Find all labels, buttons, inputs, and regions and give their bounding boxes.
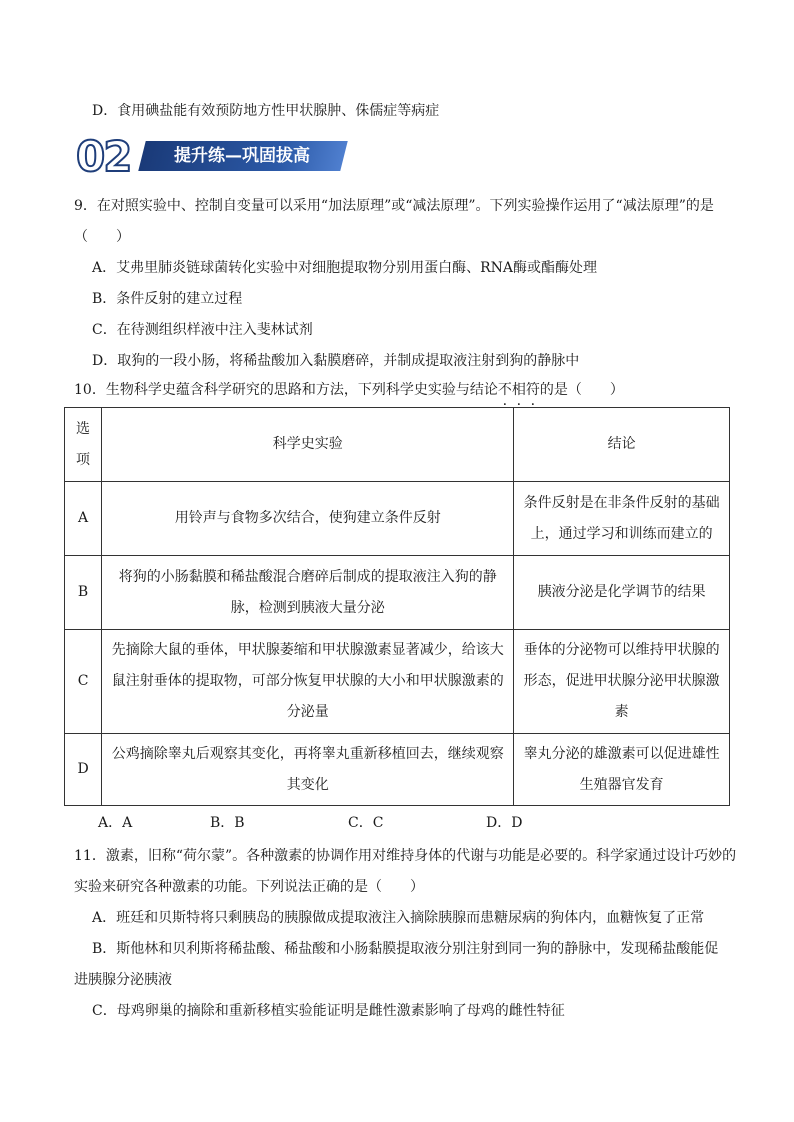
row-b-option: B xyxy=(65,556,102,630)
row-d-conclusion-line1: 睾丸分泌的雄激素可以促进雄性 xyxy=(523,745,720,762)
q10-answer-c: C．C xyxy=(348,815,384,831)
banner-number: 02 xyxy=(76,132,131,181)
row-b-experiment-line1: 将狗的小肠黏膜和稀盐酸混合磨碎后制成的提取液注入狗的静 xyxy=(118,568,497,585)
q11-option-c: C．母鸡卵巢的摘除和重新移植实验能证明是雌性激素影响了母鸡的雌性特征 xyxy=(92,1003,565,1019)
row-c-experiment xyxy=(102,630,514,734)
row-c-conclusion-line1: 垂体的分泌物可以维持甲状腺的 xyxy=(523,642,720,658)
header-option-line2: 项 xyxy=(76,451,91,468)
q9-stem-line1: 9．在对照实验中、控制自变量可以采用“加法原理”或“减法原理”。下列实验操作运用了“减法原理”的是 xyxy=(74,198,714,214)
row-d-experiment-line2: 其变化 xyxy=(286,776,329,793)
table-row xyxy=(65,556,730,630)
q10-stem-pre: 10．生物科学史蕴含科学研究的思路和方法，下列科学史实验与结论 xyxy=(74,382,498,398)
row-b-experiment-line2: 脉，检测到胰液大量分泌 xyxy=(230,599,385,616)
q10-stem-emph-1: 不 xyxy=(497,382,512,398)
row-c-conclusion xyxy=(514,630,730,734)
q11-option-b-line1: B．斯他林和贝利斯将稀盐酸、稀盐酸和小肠黏膜提取液分别注射到同一狗的静脉中，发现稀盐酸能促 xyxy=(92,941,719,957)
row-b-conclusion-line1: 胰液分泌是化学调节的结果 xyxy=(537,584,706,600)
q10-answer-a: A．A xyxy=(98,815,133,831)
q10-stem-post: 的是（ ） xyxy=(539,382,624,398)
q9-option-a: A．艾弗里肺炎链球菌转化实验中对细胞提取物分别用蛋白酶、RNA酶或酯酶处理 xyxy=(92,260,598,276)
row-d-option: D xyxy=(65,734,102,806)
row-b-conclusion xyxy=(514,556,730,630)
row-a-option: A xyxy=(65,482,102,556)
q9-option-b: B．条件反射的建立过程 xyxy=(92,291,243,307)
table-row xyxy=(65,482,730,556)
header-experiment: 科学史实验 xyxy=(102,408,514,482)
q10-stem-emph-3: 符 xyxy=(525,382,540,398)
q11-stem-line1: 11．激素，旧称“荷尔蒙”。各种激素的协调作用对维持身体的代谢与功能是必要的。科学家通过设计巧妙的 xyxy=(74,848,737,864)
row-c-experiment-line2: 鼠注射垂体的提取物，可部分恢复甲状腺的大小和甲状腺激素的 xyxy=(111,673,504,689)
row-c-conclusion-line2: 形态，促进甲状腺分泌甲状腺激 xyxy=(523,673,720,689)
q11-option-a: A．班廷和贝斯特将只剩胰岛的胰腺做成提取液注入摘除胰腺而患糖尿病的狗体内，血糖恢复了正常 xyxy=(92,910,705,926)
q9-stem-line2: （ ） xyxy=(74,229,130,245)
section-banner xyxy=(74,132,344,181)
row-c-experiment-line3: 分泌量 xyxy=(286,704,329,720)
q11-stem-line2: 实验来研究各种激素的功能。下列说法正确的是（ ） xyxy=(74,879,424,895)
q10-answer-d: D．D xyxy=(486,815,523,831)
q9-option-d: D．取狗的一段小肠，将稀盐酸加入黏膜磨碎，并制成提取液注射到狗的静脉中 xyxy=(92,353,580,369)
q10-stem-emph-2: 相 xyxy=(511,382,526,398)
row-a-conclusion-line1: 条件反射是在非条件反射的基础 xyxy=(523,494,720,511)
q10-answer-b: B．B xyxy=(210,815,245,831)
row-b-experiment xyxy=(102,556,514,630)
q11-option-b-line2: 进胰腺分泌胰液 xyxy=(74,972,172,988)
q10-stem xyxy=(74,380,624,400)
prev-option-d: D．食用碘盐能有效预防地方性甲状腺肿、侏儒症等病症 xyxy=(92,103,440,119)
banner-title: 提升练—巩固拔高 xyxy=(174,146,310,166)
row-c-conclusion-line3: 素 xyxy=(614,704,629,720)
row-d-experiment-line1: 公鸡摘除睾丸后观察其变化，再将睾丸重新移植回去，继续观察 xyxy=(111,745,504,762)
table-row xyxy=(65,734,730,806)
row-a-experiment-line1: 用铃声与食物多次结合，使狗建立条件反射 xyxy=(174,510,441,526)
row-a-experiment xyxy=(102,482,514,556)
row-c-option: C xyxy=(65,630,102,734)
row-a-conclusion xyxy=(514,482,730,556)
header-conclusion: 结论 xyxy=(514,408,730,482)
row-c-experiment-line1: 先摘除大鼠的垂体，甲状腺萎缩和甲状腺激素显著减少，给该大 xyxy=(111,642,504,658)
row-d-conclusion xyxy=(514,734,730,806)
table-row xyxy=(65,630,730,734)
row-d-conclusion-line2: 生殖器官发育 xyxy=(579,776,664,793)
header-option-line1: 选 xyxy=(76,420,91,437)
q9-option-c: C．在待测组织样液中注入斐林试剂 xyxy=(92,322,313,338)
q10-table xyxy=(64,407,730,806)
row-a-conclusion-line2: 上，通过学习和训练而建立的 xyxy=(530,525,713,542)
table-header-row xyxy=(65,408,730,482)
row-d-experiment xyxy=(102,734,514,806)
header-option xyxy=(65,408,102,482)
